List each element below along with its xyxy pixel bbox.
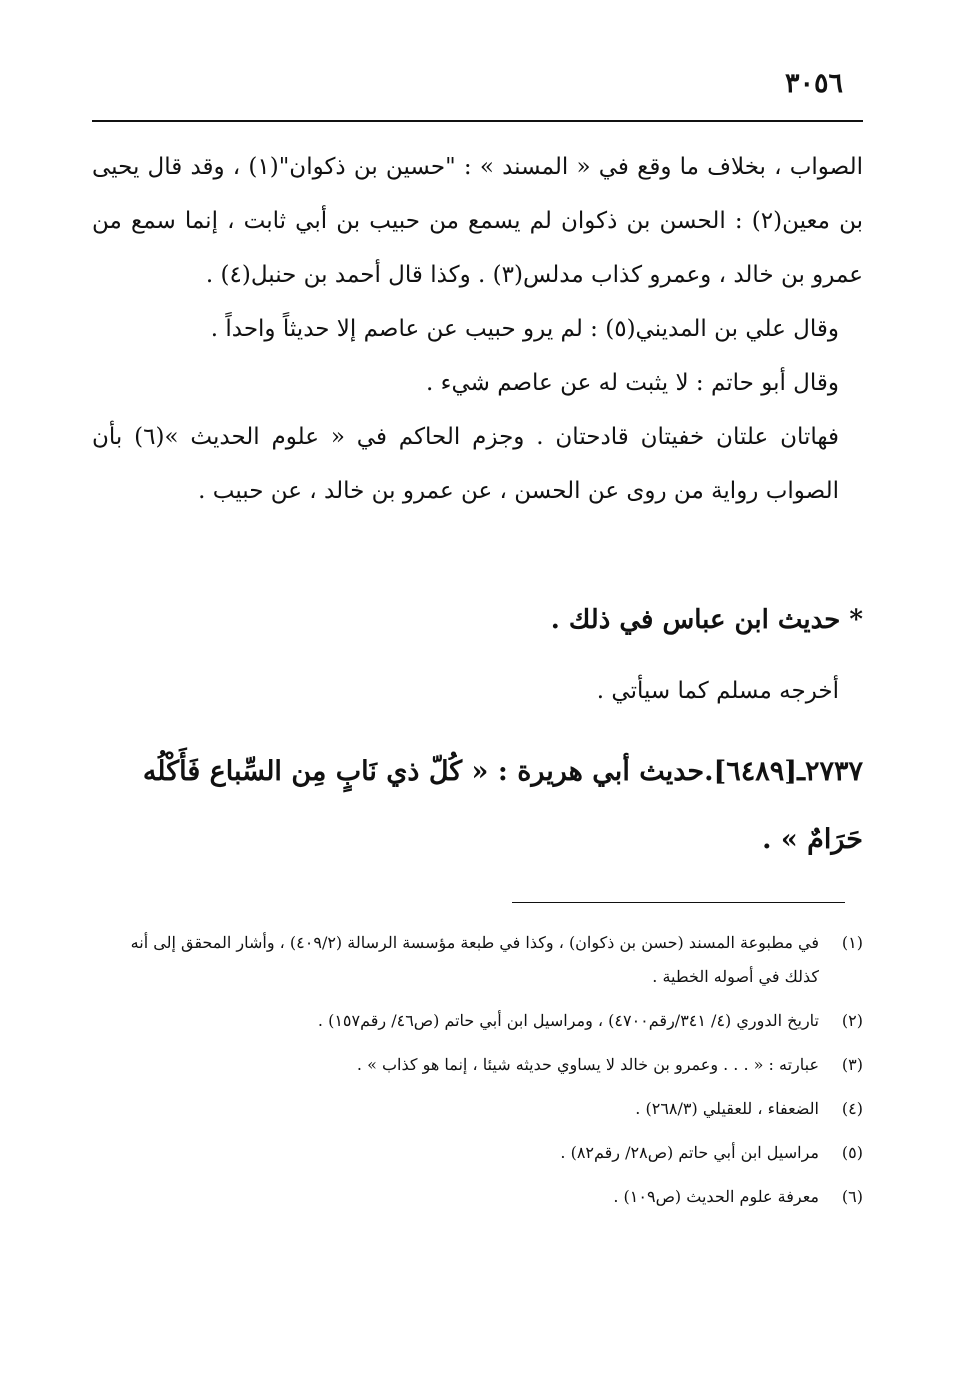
page-number: ٣٠٥٦ bbox=[784, 68, 843, 99]
footnote-number: (٣) bbox=[841, 1055, 863, 1074]
footnote bbox=[92, 1004, 863, 1038]
footnote bbox=[92, 1180, 863, 1214]
footnote bbox=[92, 1092, 863, 1126]
header-rule bbox=[92, 120, 863, 122]
paragraph: وقال أبو حاتم : لا يثبت له عن عاصم شيء . bbox=[426, 370, 839, 396]
footnote bbox=[92, 1136, 863, 1170]
footnote-text: عبارته : « . . . وعمرو بن خالد لا يساوي حديثه شيئا ، إنما هو كذاب » . bbox=[356, 1055, 819, 1074]
footnote bbox=[92, 926, 863, 994]
footnotes bbox=[92, 926, 863, 1224]
footnote-text: تاريخ الدوري (٤/ ٣٤١/رقم٤٧٠٠) ، ومراسيل ابن أبي حاتم (ص٤٦/ رقم١٥٧) . bbox=[317, 1011, 819, 1030]
footnote-text: مراسيل ابن أبي حاتم (ص٢٨/ رقم٨٢) . bbox=[560, 1143, 819, 1162]
section-heading: * حديث ابن عباس في ذلك . bbox=[550, 605, 863, 635]
paragraph: الصواب ، بخلاف ما وقع في « المسند » : "حسين بن ذكوان"(١) ، وقد قال يحيى بن معين(٢) : الحسن بن ذكوان لم يسمع من حبيب بن أبي ثابت ، إنما سمع من عمرو بن خالد ، وعمرو كذاب مدلس(٣) . وكذا قال أحمد بن حنبل(٤) . bbox=[92, 154, 863, 288]
section-text: أخرجه مسلم كما سيأتي . bbox=[596, 678, 839, 704]
footnote-number: (٢) bbox=[841, 1011, 863, 1030]
paragraph: وقال علي بن المديني(٥) : لم يرو حبيب عن عاصم إلا حديثاً واحداً . bbox=[210, 316, 839, 342]
footnote-text: معرفة علوم الحديث (ص١٠٩) . bbox=[613, 1187, 819, 1206]
main-text bbox=[92, 140, 863, 518]
footnote-text: في مطبوعة المسند (حسن بن ذكوان) ، وكذا في طبعة مؤسسة الرسالة (٤٠٩/٢) ، وأشار المحقق إلى أنه كذلك في أصوله الخطية . bbox=[130, 933, 819, 986]
footnote bbox=[92, 1048, 863, 1082]
footnote-number: (٥) bbox=[841, 1143, 863, 1162]
footnote-number: (١) bbox=[841, 933, 863, 952]
footnote-number: (٤) bbox=[841, 1099, 863, 1118]
footnote-text: الضعفاء ، للعقيلي (٢٦٨/٣) . bbox=[635, 1099, 819, 1118]
hadith-heading: ٢٧٣٧ـ[٦٤٨٩].حديث أبي هريرة : « كُلّ ذي نَابٍ مِن السِّباع فَأَكْلُه حَرَامٌ » . bbox=[142, 756, 863, 855]
paragraph: فهاتان علتان خفيتان قادحتان . وجزم الحاكم في « علوم الحديث »(٦) بأن الصواب رواية من روى عن الحسن ، عن عمرو بن خالد ، عن حبيب . bbox=[92, 424, 839, 504]
footnote-number: (٦) bbox=[841, 1187, 863, 1206]
footnote-rule bbox=[512, 902, 845, 903]
